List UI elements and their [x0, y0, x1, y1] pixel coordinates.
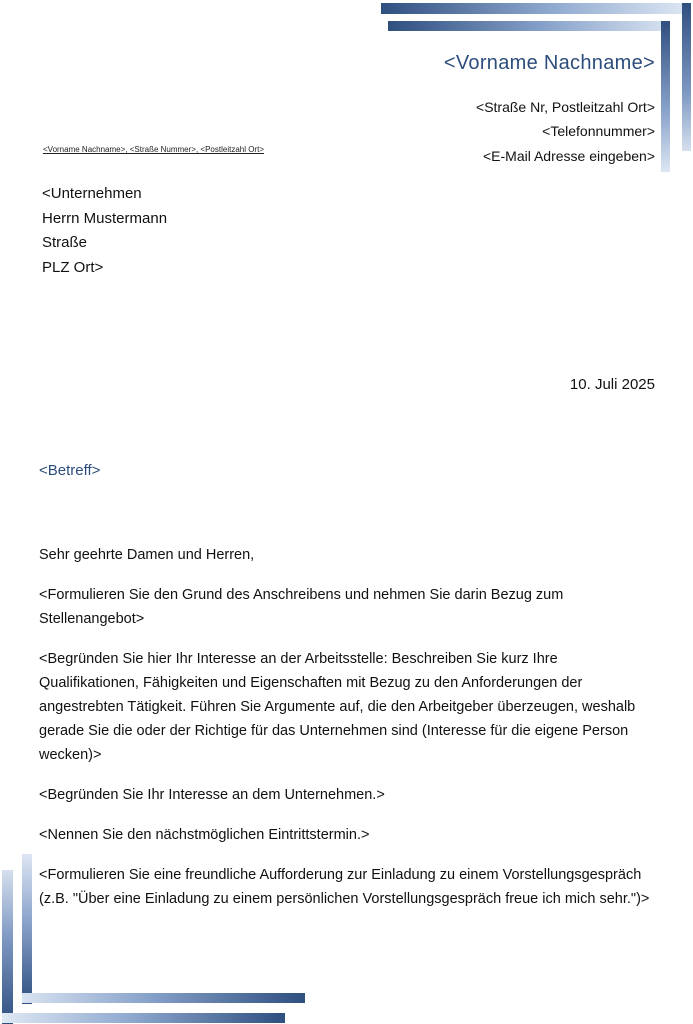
- body-paragraph: <Nennen Sie den nächstmöglichen Eintrittstermin.>: [39, 827, 370, 843]
- recipient-line: Herrn Mustermann: [42, 209, 168, 227]
- body-paragraph: <Begründen Sie Ihr Interesse an dem Unternehmen.>: [39, 787, 385, 803]
- letter-subject: <Betreff>: [39, 462, 101, 479]
- letter-body: [39, 543, 659, 911]
- sender-address: <Straße Nr, Postleitzahl Ort>: [476, 99, 655, 115]
- recipient-line: Straße: [42, 234, 88, 251]
- sender-email: <E-Mail Adresse eingeben>: [483, 148, 655, 164]
- body-paragraph: <Begründen Sie hier Ihr Interesse an der Arbeitsstelle: Beschreiben Sie kurz Ihre Qualifikationen, Fähigkeiten und Eigenschaften mit Bezug zu den Anforderungen der angestrebten Tätigkeit. Führen Sie Argumente auf, die den Arbeitgeber überzeugen, weshalb gerade Sie die oder der Richtige für das Unternehmen sind (Interesse für die eigene Person wecken)>: [39, 651, 636, 763]
- decorative-bar-right-outer: [682, 3, 691, 151]
- recipient-address: [42, 182, 167, 280]
- recipient-line: PLZ Ort>: [42, 258, 104, 276]
- decorative-bar-top-outer: [381, 3, 690, 14]
- decorative-bar-right-inner: [661, 21, 670, 172]
- decorative-bar-left-inner: [22, 854, 32, 1004]
- recipient-line: <Unternehmen: [42, 185, 142, 202]
- sender-phone: <Telefonnummer>: [542, 123, 655, 139]
- decorative-bar-bottom-outer: [2, 1013, 285, 1023]
- sender-name: <Vorname Nachname>: [443, 52, 655, 74]
- body-paragraph: <Formulieren Sie eine freundliche Aufforderung zur Einladung zu einem Vorstellungsgespräch (z.B. "Über eine Einladung zu einem persönlichen Vorstellungsgespräch freue ich mich sehr.")>: [39, 867, 650, 907]
- body-paragraph: <Formulieren Sie den Grund des Anschreibens und nehmen Sie darin Bezug zum Stellenangebot>: [39, 587, 564, 627]
- salutation: Sehr geehrte Damen und Herren,: [39, 547, 255, 563]
- return-address-line: <Vorname Nachname>, <Straße Nummer>, <Postleitzahl Ort>: [43, 145, 264, 154]
- letter-date: 10. Juli 2025: [569, 376, 655, 393]
- decorative-bar-top-inner: [388, 21, 670, 31]
- decorative-bar-bottom-inner: [22, 993, 305, 1003]
- decorative-bar-left-outer: [2, 870, 13, 1024]
